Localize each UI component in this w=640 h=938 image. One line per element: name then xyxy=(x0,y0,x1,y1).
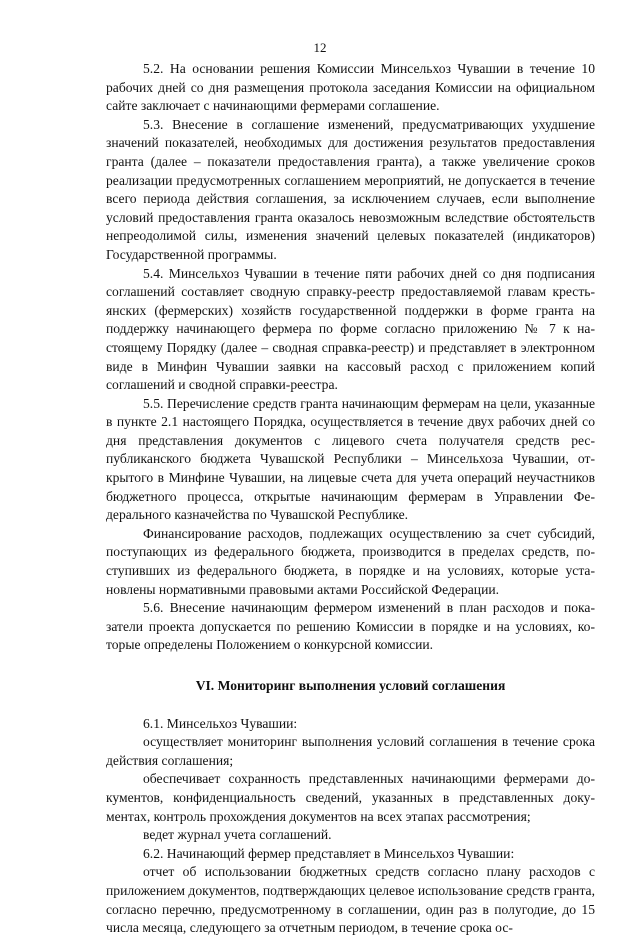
page-number: 12 xyxy=(313,40,327,55)
paragraph-6-1: 6.1. Минсельхоз Чувашии: xyxy=(143,715,298,731)
paragraph-5-5: 5.5. Перечисление средств гранта начинающим фермерам на цели, указанные в пункте 2.1 настоящего Порядка, осуществляется в течение двух рабочих дней со дня представления документов с лицевого счета получателя средств республиканского бюджета Чувашской Республики – Минсельхоза Чувашии, открытого в Минфине Чувашии, на лицевые счета для учета операций неучастников бюджетного процесса, открытые начинающим фермерам в Управлении Федерального казначейства по Чувашской Республике. xyxy=(106,395,595,523)
paragraph-5-6: 5.6. Внесение начинающим фермером изменений в план расходов и показатели проекта допускается по решению Комиссии в порядке и на условиях, которые определены Положением о конкурсной комиссии. xyxy=(106,600,595,653)
paragraph-6-2: 6.2. Начинающий фермер представляет в Минсельхоз Чувашии: xyxy=(143,845,515,861)
paragraph-safekeeping: обеспечивает сохранность представленных начинающими фермерами документов, конфиденциальность сведений, указанных в представленных документах, контроль прохождения документов на всех этапах рассмотрения; xyxy=(106,771,595,824)
paragraph-5-3: 5.3. Внесение в соглашение изменений, предусматривающих ухудшение значений показателей, необходимых для достижения результатов предоставления гранта (далее – показатели предоставления гранта), а также увеличение сроков реализации предусмотренных соглашением мероприятий, не допускается в течение всего периода действия соглашения, за исключением случаев, если выполнение условий предоставления гранта оказалось невозможным вследствие обстоятельств непреодолимой силы, изменения значений целевых показателей (индикаторов) Государственной программы. xyxy=(106,116,595,262)
paragraph-5-4: 5.4. Минсельхоз Чувашии в течение пяти рабочих дней со дня подписания соглашений составляет сводную справку-реестр предоставляемой главам крестьянских (фермерских) хозяйств государственной поддержки в форме гранта на поддержку начинающего фермера по форме согласно приложению № 7 к настоящему Порядку (далее – сводная справка-реестр) и представляет в электронном виде в Минфин Чувашии заявки на кассовый расход с приложением копий соглашений и сводной справки-реестра. xyxy=(106,265,595,393)
section-heading: VI. Мониторинг выполнения условий соглашения xyxy=(195,678,506,693)
paragraph-financing: Финансирование расходов, подлежащих осуществлению за счет субсидий, поступающих из федерального бюджета, производится в пределах средств, поступивших из федерального бюджета, в порядке и на условиях, которые установлены нормативными правовыми актами Российской Федерации. xyxy=(106,525,595,597)
document-body xyxy=(106,60,595,938)
paragraph-5-2: 5.2. На основании решения Комиссии Минсельхоз Чувашии в течение 10 рабочих дней со дня размещения протокола заседания Комиссии на официальном сайте заключает с начинающими фермерами соглашение. xyxy=(106,61,595,114)
paragraph-journal: ведет журнал учета соглашений. xyxy=(143,827,332,843)
paragraph-report: отчет об использовании бюджетных средств согласно плану расходов с приложением документов, подтверждающих целевое использование средств гранта, согласно перечню, предусмотренному в соглашении, один раз в полугодие, до 15 числа месяца, следующего за отчетным периодом, в течение срока ос- xyxy=(106,864,595,936)
paragraph-monitoring: осуществляет мониторинг выполнения условий соглашения в течение срока действия соглашения; xyxy=(106,734,595,768)
